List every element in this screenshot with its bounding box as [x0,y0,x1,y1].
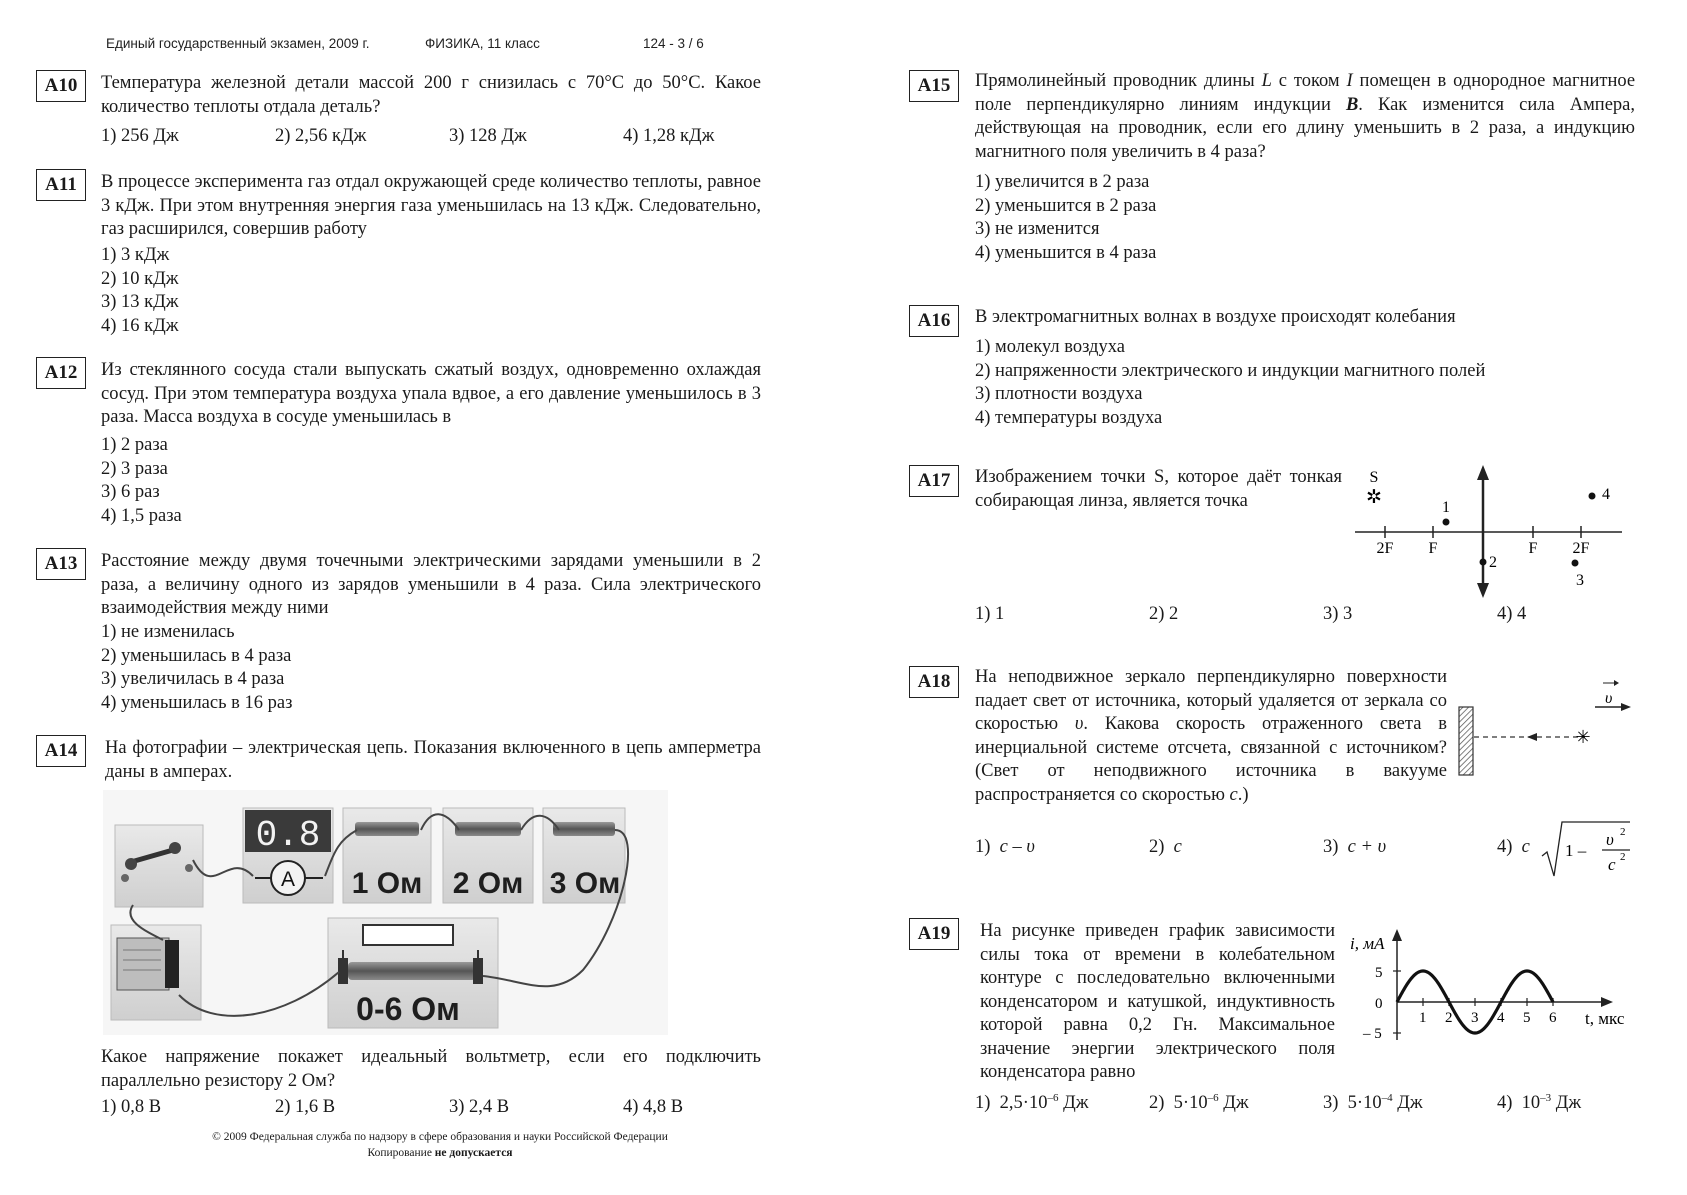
option-a19-4-exp: –3 [1540,1092,1552,1104]
option-a18-3-value: c + υ [1347,837,1387,857]
option-a18-4-num: 4) [1497,837,1513,857]
a15-B: B [1345,94,1359,115]
option-a18-2-value: c [1173,837,1182,857]
option-a19-3-num: 3) [1323,1093,1339,1113]
option-a16-1: 1) молекул воздуха [975,337,1125,357]
question-text-a19: На рисунке приведен график зависимости силы тока от времени в колебательном контуре с последовательно включенными конденсатором и катушкой, индуктивность которой равна 0,2 Гн. Максимальное значение энергии электрического поля конденсатора равно [980,921,1335,1082]
rheostat-label: 0-6 Ом [356,991,460,1027]
point-1-label: 1 [1442,499,1450,516]
x-tick-4: 4 [1497,1010,1505,1026]
resistor-1-label: 1 Ом [351,867,423,900]
question-text-a13: Расстояние между двумя точечными электрическими зарядами уменьшили в 2 раза, а величину одного из зарядов уменьшили в 4 раза. Сила электрического взаимодействия между ними [101,551,761,618]
option-a14-4: 4) 4,8 В [623,1097,684,1117]
option-a13-4: 4) уменьшилась в 16 раз [101,692,293,713]
a18-v: υ [1074,714,1084,734]
option-a18-4-value: c [1521,837,1530,857]
option-a18-2 [1149,836,1182,860]
header-exam: Единый государственный экзамен, 2009 г. [106,36,370,51]
option-a18-4 [1497,836,1530,860]
a15-text-d: . Как изменится сила Ампера, действующая на проводник, если его длину уменьшить в 2 раза, а индукцию магнитного поля увеличить в 4 раза? [975,94,1635,162]
a15-I: I [1346,71,1353,91]
option-a18-1-num: 1) [975,837,991,857]
lens-diagram [1350,460,1630,600]
footer-copyright: © 2009 Федеральная служба по надзору в сфере образования и науки Российской Федерации [212,1131,668,1143]
x-tick-2: 2 [1445,1010,1453,1026]
option-a10-1: 1) 256 Дж [101,126,179,146]
point-4 [1589,493,1596,500]
a18-text-c: .) [1237,784,1249,805]
option-a19-2-unit: Дж [1218,1093,1249,1113]
option-a17-4: 4) 4 [1497,604,1527,624]
question-number-a18: A18 [909,666,959,698]
option-a19-2-mant: 5·10 [1173,1093,1208,1113]
question-number-a15: A15 [909,70,959,102]
mirror-diagram [1455,675,1635,785]
label-source-s: S [1369,469,1379,486]
question-number-a11: A11 [36,169,86,201]
option-a15-1: 1) увеличится в 2 раза [975,172,1150,192]
question-number-a16: A16 [909,305,959,337]
question-text-a11: В процессе эксперимента газ отдал окружающей среде количество теплоты, равное 3 кДж. При этом внутренняя энергия газа уменьшилась на 13 кДж. Следовательно, газ расширился, совершив работу [101,172,761,239]
option-a17-3: 3) 3 [1323,604,1353,624]
option-a15-3: 3) не изменится [975,219,1100,239]
formula-denominator: c [1608,855,1616,874]
option-a10-3: 3) 128 Дж [449,126,527,146]
option-a19-4-mant: 10 [1521,1093,1541,1113]
question-text-a17: Изображением точки S, которое даёт тонкая собирающая линза, является точка [975,467,1342,511]
a18-text-a: На неподвижное зеркало перпендикулярно поверхности падает свет от источника, который удаляется от зеркала со скоростью [975,667,1447,734]
a15-text-a: Прямолинейный проводник длины [975,71,1255,91]
option-a19-1 [975,1092,1089,1116]
ammeter-symbol: A [280,868,296,891]
svg-text:2: 2 [1620,826,1626,838]
point-3-label: 3 [1576,572,1584,589]
option-a18-3-num: 3) [1323,837,1339,857]
relativistic-formula [1538,818,1633,880]
y-axis-label: i, мА [1350,934,1385,953]
option-a18-3 [1323,836,1386,860]
option-a18-1-value: c – υ [999,837,1035,857]
question-text-a15 [975,70,1635,164]
label-f-right: F [1528,540,1538,557]
option-a19-1-num: 1) [975,1093,991,1113]
point-2 [1480,559,1487,566]
x-tick-1: 1 [1419,1010,1427,1026]
label-f-left: F [1428,540,1438,557]
option-a18-2-num: 2) [1149,837,1165,857]
option-a19-2 [1149,1092,1249,1116]
velocity-label: υ [1605,690,1613,707]
option-a19-1-exp: –6 [1047,1092,1059,1104]
x-tick-5: 5 [1523,1010,1531,1026]
source-star-icon: ✲ [1366,487,1382,508]
option-a11-1: 1) 3 кДж [101,245,170,265]
y-tick-minus-5: – 5 [1363,1026,1382,1042]
label-2f-right: 2F [1572,540,1590,557]
y-tick-5: 5 [1375,965,1383,981]
question-text-a14: На фотографии – электрическая цепь. Показания включенного в цепь амперметра даны в амперах. [105,738,761,782]
option-a12-4: 4) 1,5 раза [101,505,182,526]
option-a19-2-exp: –6 [1207,1092,1219,1104]
option-a19-3-unit: Дж [1392,1093,1423,1113]
circuit-photo [103,790,668,1035]
option-a12-1: 1) 2 раза [101,435,168,455]
question-number-a19: A19 [909,918,959,950]
option-a19-3-mant: 5·10 [1347,1093,1382,1113]
option-a14-1: 1) 0,8 В [101,1097,162,1117]
option-a19-2-num: 2) [1149,1093,1165,1113]
option-a17-2: 2) 2 [1149,604,1179,624]
option-a14-2: 2) 1,6 В [275,1097,336,1117]
footer-copying [140,1147,740,1159]
option-a16-4: 4) температуры воздуха [975,407,1163,428]
question-text-a10: Температура железной детали массой 200 г снизилась с 70°С до 50°С. Какое количество теплоты отдала деталь? [101,73,761,117]
option-a12-2: 2) 3 раза [101,458,168,479]
question-number-a12: A12 [36,357,86,389]
option-a13-3: 3) увеличилась в 4 раза [101,669,285,689]
option-a14-3: 3) 2,4 В [449,1097,510,1117]
mirror [1459,707,1473,775]
option-a12-3: 3) 6 раз [101,482,160,502]
option-a11-3: 3) 13 кДж [101,292,179,312]
option-a19-1-mant: 2,5·10 [999,1093,1048,1113]
label-2f-left: 2F [1376,540,1394,557]
option-a11-4: 4) 16 кДж [101,315,179,336]
footer-copying-forbidden: не допускается [434,1147,513,1159]
option-a16-3: 3) плотности воздуха [975,384,1143,404]
option-a11-2: 2) 10 кДж [101,268,179,289]
question-number-a14: A14 [36,735,86,767]
header-subject: ФИЗИКА, 11 класс [425,36,540,51]
question-number-a17: A17 [909,465,959,497]
svg-text:2: 2 [1620,851,1626,863]
x-axis-label: t, мкс [1585,1009,1625,1028]
x-tick-3: 3 [1471,1010,1479,1026]
ammeter-reading: 0.8 [255,815,321,856]
current-chart [1345,925,1635,1050]
option-a15-2: 2) уменьшится в 2 раза [975,195,1157,216]
option-a19-3-exp: –4 [1381,1092,1393,1104]
a15-text-c: помещен в однородное магнитное поле перпендикулярно линиям индукции [975,71,1636,115]
option-a19-1-unit: Дж [1058,1093,1089,1113]
formula-numerator: υ [1606,830,1614,849]
x-tick-6: 6 [1549,1010,1557,1026]
formula-one: 1 – [1565,841,1587,860]
a18-text-b: . Какова скорость отраженного света в инерциальной системе отсчета, связанной с источником? (Свет от неподвижного источника в вакууме распространяется со скоростью [975,714,1447,805]
y-tick-0: 0 [1375,996,1383,1012]
question-text-a14-followup: Какое напряжение покажет идеальный вольтметр, если его подключить параллельно резистору 2 Ом? [101,1047,761,1091]
option-a17-1: 1) 1 [975,604,1005,624]
option-a16-2: 2) напряженности электрического и индукции магнитного полей [975,360,1486,381]
question-text-a16: В электромагнитных волнах в воздухе происходят колебания [975,307,1456,327]
option-a13-1: 1) не изменилась [101,622,235,642]
point-3 [1572,560,1579,567]
question-number-a10: A10 [36,70,86,102]
option-a13-2: 2) уменьшилась в 4 раза [101,645,292,666]
a15-L: L [1261,71,1272,91]
option-a10-4: 4) 1,28 кДж [623,126,715,146]
question-text-a12: Из стеклянного сосуда стали выпускать сжатый воздух, одновременно охлаждая сосуд. При этом температура воздуха упала вдвое, а его давление уменьшилось в 3 раза. Масса воздуха в сосуде уменьшилась в [101,360,761,427]
question-text-a18 [975,666,1447,807]
a18-c: c [1229,784,1238,805]
a15-text-b: с током [1278,71,1340,91]
source-star-icon: ✳ [1575,727,1591,747]
header-page: 124 - 3 / 6 [643,36,704,51]
question-number-a13: A13 [36,548,86,580]
option-a19-3 [1323,1092,1423,1116]
resistor-2-label: 2 Ом [452,867,524,900]
point-4-label: 4 [1602,486,1610,503]
option-a18-1 [975,836,1035,860]
option-a19-4-num: 4) [1497,1093,1513,1113]
option-a19-4-unit: Дж [1551,1093,1582,1113]
option-a15-4: 4) уменьшится в 4 раза [975,242,1157,263]
option-a19-4 [1497,1092,1581,1116]
option-a10-2: 2) 2,56 кДж [275,126,367,146]
resistor-3-label: 3 Ом [549,867,621,900]
point-2-label: 2 [1489,554,1497,571]
point-1 [1443,519,1450,526]
footer-copying-label: Копирование [367,1147,432,1159]
